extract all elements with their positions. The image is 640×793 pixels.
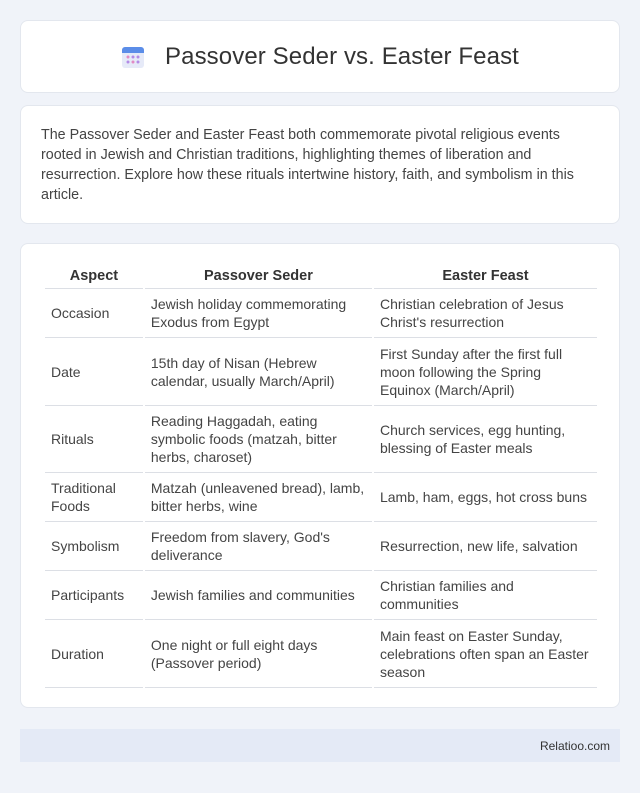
table-row (45, 522, 597, 571)
passover-cell: Jewish holiday commemorating Exodus from Egypt (145, 289, 372, 338)
passover-cell: Jewish families and communities (145, 571, 372, 620)
easter-cell: Main feast on Easter Sunday, celebrations often span an Easter season (374, 620, 597, 688)
passover-cell: 15th day of Nisan (Hebrew calendar, usually March/April) (145, 338, 372, 406)
table-row (45, 620, 597, 688)
footer-bar (20, 729, 620, 762)
title-wrap (121, 43, 519, 71)
table-header-row (45, 264, 597, 289)
comparison-table (43, 264, 599, 688)
page-title: Passover Seder vs. Easter Feast (165, 42, 519, 70)
comparison-card (20, 243, 620, 708)
aspect-cell: Duration (45, 620, 143, 688)
aspect-cell: Occasion (45, 289, 143, 338)
easter-cell: Christian celebration of Jesus Christ's resurrection (374, 289, 597, 338)
table-row (45, 473, 597, 522)
calendar-icon (121, 45, 145, 69)
header-passover-seder: Passover Seder (145, 264, 372, 289)
table-row (45, 571, 597, 620)
header-card (20, 20, 620, 93)
aspect-cell: Symbolism (45, 522, 143, 571)
intro-card (20, 105, 620, 224)
footer-brand: Relatioo.com (539, 738, 610, 753)
header-aspect: Aspect (45, 264, 143, 289)
passover-cell: Freedom from slavery, God's deliverance (145, 522, 372, 571)
intro-paragraph: The Passover Seder and Easter Feast both commemorate pivotal religious events rooted in Jewish and Christian traditions, highlighting themes of liberation and resurrection. Explore how these rituals intertwine history, faith, and symbolism in this article. (41, 127, 574, 203)
easter-cell: Lamb, ham, eggs, hot cross buns (374, 473, 597, 522)
table-row (45, 289, 597, 338)
table-row (45, 406, 597, 473)
aspect-cell: Participants (45, 571, 143, 620)
header-easter-feast: Easter Feast (374, 264, 597, 289)
passover-cell: One night or full eight days (Passover period) (145, 620, 372, 688)
easter-cell: Church services, egg hunting, blessing of Easter meals (374, 406, 597, 473)
easter-cell: First Sunday after the first full moon following the Spring Equinox (March/April) (374, 338, 597, 406)
aspect-cell: Date (45, 338, 143, 406)
aspect-cell: Traditional Foods (45, 473, 143, 522)
easter-cell: Resurrection, new life, salvation (374, 522, 597, 571)
easter-cell: Christian families and communities (374, 571, 597, 620)
passover-cell: Reading Haggadah, eating symbolic foods (matzah, bitter herbs, charoset) (145, 406, 372, 473)
passover-cell: Matzah (unleavened bread), lamb, bitter herbs, wine (145, 473, 372, 522)
aspect-cell: Rituals (45, 406, 143, 473)
table-row (45, 338, 597, 406)
